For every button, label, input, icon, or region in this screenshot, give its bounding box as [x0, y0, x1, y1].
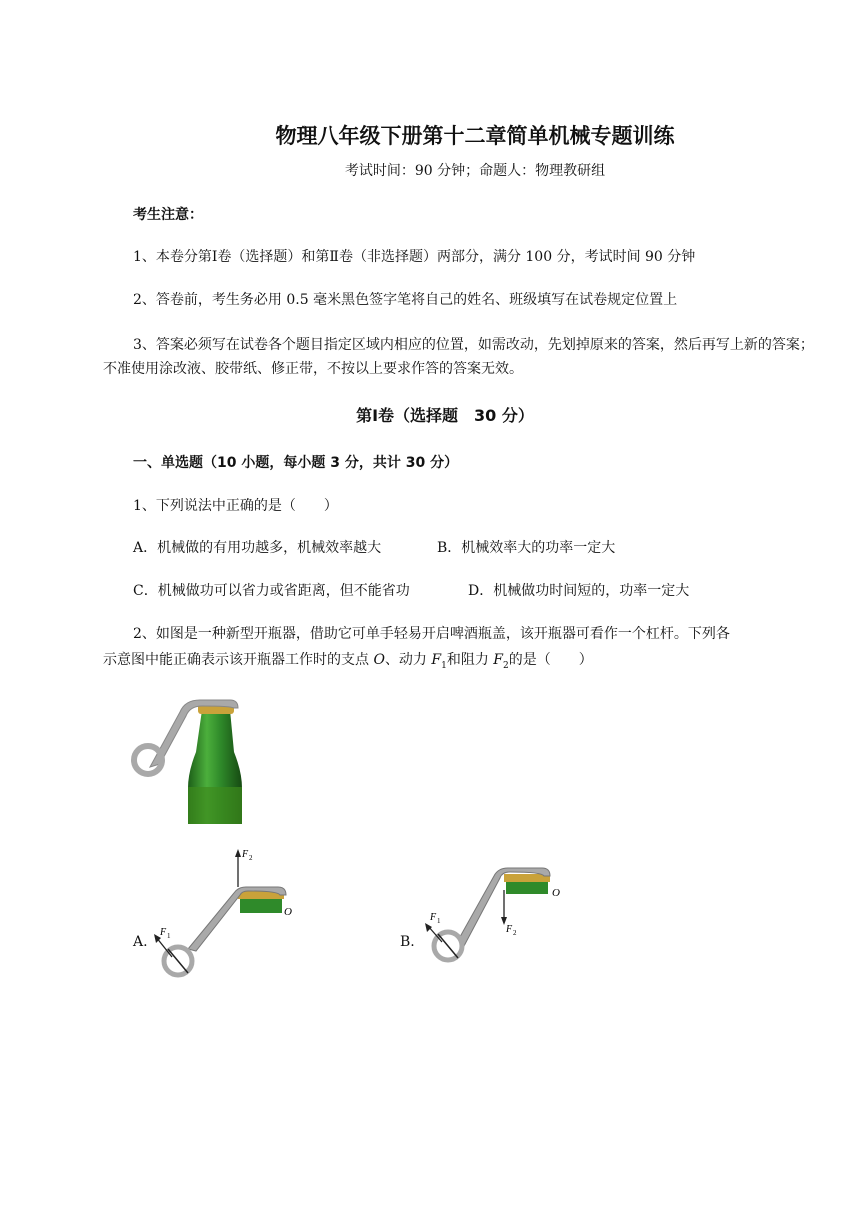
q1-option-d: D．机械做功时间短的，功率一定大 — [468, 583, 690, 599]
q2-diagram-b — [418, 850, 578, 975]
notice-item-3: 3、答案必须写在试卷各个题目指定区域内相应的位置，如需改动，先划掉原来的答案，然后再写上新的答案；不准使用涂改液、胶带纸、修正带，不按以上要求作答的答案无效。 — [103, 337, 814, 377]
label-f2: F — [506, 924, 513, 935]
q2-stem-line1: 2、如图是一种新型开瓶器，借助它可单手轻易开启啤酒瓶盖，该开瓶器可看作一个杠杆。下列各 — [133, 626, 730, 642]
label-f2: F — [242, 849, 249, 860]
exam-subtitle: 考试时间：90 分钟；命题人：物理教研组 — [344, 163, 606, 179]
part-heading: 一、单选题（10 小题，每小题 3 分，共计 30 分） — [133, 455, 459, 471]
page-title: 物理八年级下册第十二章简单机械专题训练 — [275, 124, 675, 148]
label-f1-sub: 1 — [437, 917, 441, 925]
q2-option-a-label: A. — [133, 934, 148, 950]
q2-diagram-a — [150, 845, 300, 985]
label-f2-sub: 2 — [249, 854, 253, 862]
label-f1: F — [430, 912, 437, 923]
label-f1-sub: 1 — [167, 932, 171, 940]
q1-option-a: A．机械做的有用功越多，机械效率越大 — [133, 540, 382, 556]
section-title: 第Ⅰ卷（选择题 30 分） — [356, 406, 534, 425]
notice-item-1: 1、本卷分第Ⅰ卷（选择题）和第Ⅱ卷（非选择题）两部分，满分 100 分，考试时间 90 分钟 — [133, 249, 696, 265]
label-f1: F — [160, 927, 167, 938]
label-f2-sub: 2 — [513, 929, 517, 937]
q1-option-b: B．机械效率大的功率一定大 — [437, 540, 616, 556]
q1-option-c: C．机械做功可以省力或省距离，但不能省功 — [133, 583, 410, 599]
notice-heading: 考生注意： — [133, 207, 203, 223]
label-o: O — [552, 887, 560, 899]
q1-stem: 1、下列说法中正确的是（ ） — [133, 498, 338, 514]
q2-option-b-label: B. — [400, 934, 415, 950]
label-o: O — [284, 906, 292, 918]
q2-stem-line2: 示意图中能正确表示该开瓶器工作时的支点 O、动力 $F_1$和阻力 $F_2$的是（ ） — [103, 652, 593, 671]
notice-item-2: 2、答卷前，考生务必用 0.5 毫米黑色签字笔将自己的姓名、班级填写在试卷规定位置上 — [133, 292, 678, 308]
bottle-opener-photo — [130, 692, 250, 824]
